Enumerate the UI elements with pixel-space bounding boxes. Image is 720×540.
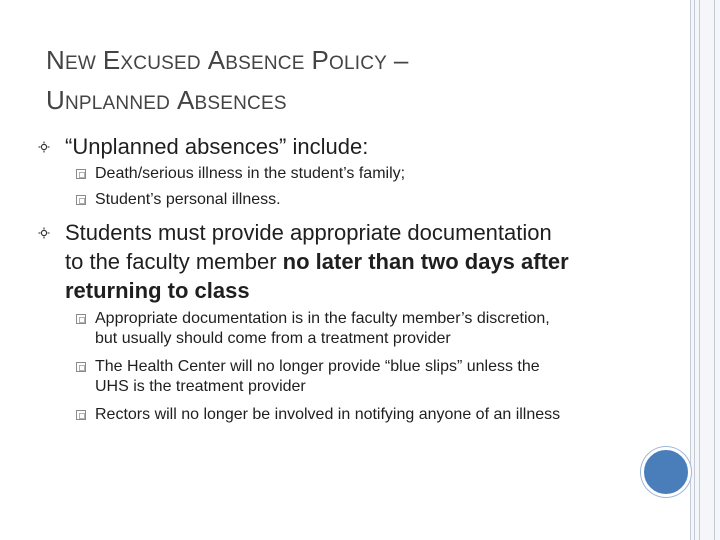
documentation-line-3-bold: returning to class (65, 278, 250, 303)
documentation-line-2: to the faculty member (65, 249, 283, 274)
documentation-line-1: Students must provide appropriate documentation (65, 220, 552, 245)
sub-line: The Health Center will no longer provide “blue slips” unless the (95, 358, 540, 375)
documentation-deadline-bold: no later than two days after (282, 249, 569, 274)
sun-bullet-icon (38, 227, 50, 239)
box-bullet-icon (76, 169, 86, 179)
bullet-documentation (65, 218, 569, 305)
box-bullet-icon (76, 410, 86, 420)
slide-title (46, 42, 646, 122)
sub-bullet-rectors: Rectors will no longer be involved in notifying anyone of an illness (95, 406, 561, 423)
decorative-circle (641, 447, 691, 497)
sub-bullet-health-center (95, 357, 540, 397)
sub-bullet-personal-illness: Student’s personal illness. (95, 191, 281, 208)
sub-line: but usually should come from a treatment provider (95, 330, 451, 347)
box-bullet-icon (76, 314, 86, 324)
decorative-rail (690, 0, 720, 540)
title-line-1: NEW EXCUSED ABSENCE POLICY – (46, 45, 409, 75)
sub-line: UHS is the treatment provider (95, 378, 306, 395)
title-line-2: UNPLANNED ABSENCES (46, 85, 287, 115)
sub-bullet-family-illness: Death/serious illness in the student’s family; (95, 165, 406, 182)
sun-bullet-icon (38, 141, 50, 153)
box-bullet-icon (76, 195, 86, 205)
sub-line: Appropriate documentation is in the faculty member’s discretion, (95, 310, 550, 327)
sub-bullet-faculty-discretion (95, 309, 550, 349)
bullet-unplanned-absences: “Unplanned absences” include: (65, 134, 369, 159)
box-bullet-icon (76, 362, 86, 372)
